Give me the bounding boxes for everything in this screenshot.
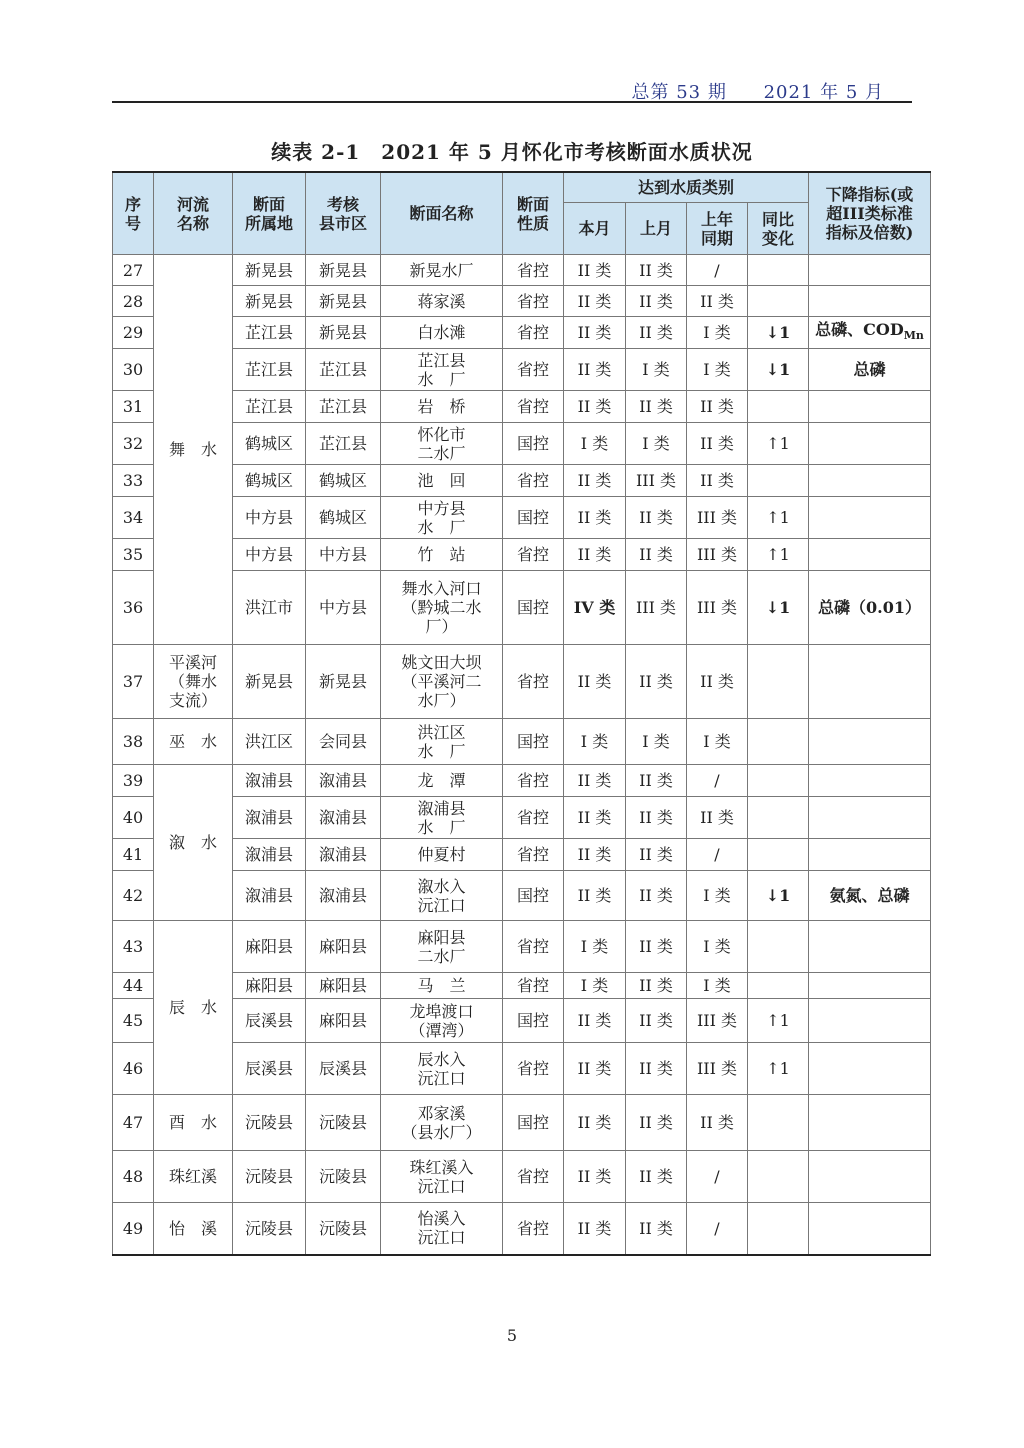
row-last-month: II 类 xyxy=(626,1203,687,1255)
row-nature: 国控 xyxy=(503,719,564,765)
row-last-month: II 类 xyxy=(626,973,687,999)
row-section-name: 怡溪入 沅江口 xyxy=(381,1203,503,1255)
row-seq: 41 xyxy=(113,839,154,871)
row-county: 沅陵县 xyxy=(306,1203,381,1255)
row-last-year: II 类 xyxy=(687,391,748,423)
row-county: 麻阳县 xyxy=(306,973,381,999)
row-last-year: I 类 xyxy=(687,973,748,999)
table-row xyxy=(113,797,931,839)
row-last-month: II 类 xyxy=(626,645,687,719)
row-nature: 省控 xyxy=(503,797,564,839)
row-section-name: 怀化市 二水厂 xyxy=(381,423,503,465)
table-row xyxy=(113,645,931,719)
row-section-name: 溆浦县 水 厂 xyxy=(381,797,503,839)
row-section-name: 麻阳县 二水厂 xyxy=(381,921,503,973)
table-row xyxy=(113,286,931,317)
row-decline xyxy=(809,645,931,719)
river-name: 怡 溪 xyxy=(154,1203,233,1255)
table-row xyxy=(113,349,931,391)
row-section-name: 芷江县 水 厂 xyxy=(381,349,503,391)
row-location: 中方县 xyxy=(233,497,306,539)
row-decline xyxy=(809,1095,931,1151)
row-seq: 36 xyxy=(113,571,154,645)
row-section-name: 白水滩 xyxy=(381,317,503,349)
table-row xyxy=(113,539,931,571)
row-nature: 省控 xyxy=(503,921,564,973)
row-this-month: II 类 xyxy=(564,839,626,871)
row-last-month: II 类 xyxy=(626,1043,687,1095)
table-row xyxy=(113,921,931,973)
row-nature: 省控 xyxy=(503,349,564,391)
col-yoy: 同比 变化 xyxy=(748,203,809,255)
row-decline xyxy=(809,999,931,1043)
row-county: 鹤城区 xyxy=(306,465,381,497)
row-county: 新晃县 xyxy=(306,645,381,719)
row-this-month: II 类 xyxy=(564,1095,626,1151)
row-last-year: / xyxy=(687,1203,748,1255)
row-yoy-change xyxy=(748,973,809,999)
table-row xyxy=(113,317,931,349)
row-yoy-change: ↓1 xyxy=(748,871,809,921)
row-decline xyxy=(809,391,931,423)
row-yoy-change: ↑1 xyxy=(748,497,809,539)
issue-number: 总第 53 期 xyxy=(631,82,727,103)
row-decline xyxy=(809,317,931,349)
row-last-year: II 类 xyxy=(687,645,748,719)
table-row xyxy=(113,255,931,286)
row-location: 洪江市 xyxy=(233,571,306,645)
row-section-name: 岩 桥 xyxy=(381,391,503,423)
row-seq: 39 xyxy=(113,765,154,797)
row-this-month: II 类 xyxy=(564,797,626,839)
row-last-year: II 类 xyxy=(687,1095,748,1151)
row-section-name: 竹 站 xyxy=(381,539,503,571)
row-this-month: II 类 xyxy=(564,317,626,349)
col-this-month: 本月 xyxy=(564,203,626,255)
row-yoy-change xyxy=(748,286,809,317)
row-last-year: III 类 xyxy=(687,571,748,645)
col-seq: 序 号 xyxy=(113,172,154,255)
table-title: 续表 2-1 2021 年 5 月怀化市考核断面水质状况 xyxy=(271,140,753,164)
row-location: 沅陵县 xyxy=(233,1095,306,1151)
row-county: 沅陵县 xyxy=(306,1151,381,1203)
row-decline xyxy=(809,571,931,645)
row-location: 芷江县 xyxy=(233,349,306,391)
row-this-month: II 类 xyxy=(564,391,626,423)
row-location: 沅陵县 xyxy=(233,1203,306,1255)
row-decline xyxy=(809,255,931,286)
row-location: 溆浦县 xyxy=(233,839,306,871)
row-last-month: II 类 xyxy=(626,286,687,317)
row-decline xyxy=(809,871,931,921)
row-seq: 42 xyxy=(113,871,154,921)
row-yoy-change: ↑1 xyxy=(748,539,809,571)
row-county: 中方县 xyxy=(306,539,381,571)
row-location: 新晃县 xyxy=(233,255,306,286)
row-decline xyxy=(809,839,931,871)
row-location: 麻阳县 xyxy=(233,973,306,999)
decline-text: 总磷 xyxy=(853,360,886,379)
river-name: 珠红溪 xyxy=(154,1151,233,1203)
row-nature: 国控 xyxy=(503,999,564,1043)
table-row xyxy=(113,571,931,645)
row-nature: 省控 xyxy=(503,1151,564,1203)
row-decline xyxy=(809,465,931,497)
row-seq: 32 xyxy=(113,423,154,465)
table-row xyxy=(113,1095,931,1151)
row-location: 鹤城区 xyxy=(233,465,306,497)
row-last-month: II 类 xyxy=(626,317,687,349)
decline-subscript: Mn xyxy=(903,329,924,343)
row-section-name: 辰水入 沅江口 xyxy=(381,1043,503,1095)
river-name: 酉 水 xyxy=(154,1095,233,1151)
row-seq: 30 xyxy=(113,349,154,391)
table-row xyxy=(113,391,931,423)
row-last-year: / xyxy=(687,839,748,871)
row-last-year: II 类 xyxy=(687,286,748,317)
decline-text: 氨氮、总磷 xyxy=(829,886,910,905)
table-row xyxy=(113,871,931,921)
row-seq: 43 xyxy=(113,921,154,973)
row-seq: 40 xyxy=(113,797,154,839)
row-yoy-change xyxy=(748,645,809,719)
row-seq: 27 xyxy=(113,255,154,286)
row-decline xyxy=(809,349,931,391)
row-last-month: II 类 xyxy=(626,871,687,921)
row-last-month: I 类 xyxy=(626,423,687,465)
row-last-month: II 类 xyxy=(626,539,687,571)
row-county: 新晃县 xyxy=(306,286,381,317)
row-decline xyxy=(809,286,931,317)
row-location: 新晃县 xyxy=(233,286,306,317)
col-last-month: 上月 xyxy=(626,203,687,255)
row-yoy-change xyxy=(748,255,809,286)
row-last-year: III 类 xyxy=(687,999,748,1043)
row-decline xyxy=(809,797,931,839)
row-nature: 省控 xyxy=(503,539,564,571)
row-this-month: II 类 xyxy=(564,871,626,921)
row-county: 新晃县 xyxy=(306,317,381,349)
row-yoy-change xyxy=(748,1095,809,1151)
row-nature: 省控 xyxy=(503,317,564,349)
row-seq: 46 xyxy=(113,1043,154,1095)
row-last-year: II 类 xyxy=(687,797,748,839)
col-achieved: 达到水质类别 xyxy=(564,172,809,203)
row-section-name: 池 回 xyxy=(381,465,503,497)
row-yoy-change: ↓1 xyxy=(748,571,809,645)
row-section-name: 中方县 水 厂 xyxy=(381,497,503,539)
river-name: 平溪河 （舞水 支流） xyxy=(154,645,233,719)
row-decline xyxy=(809,719,931,765)
row-last-year: III 类 xyxy=(687,497,748,539)
row-yoy-change: ↓1 xyxy=(748,317,809,349)
row-section-name: 溆水入 沅江口 xyxy=(381,871,503,921)
col-last-year: 上年 同期 xyxy=(687,203,748,255)
river-name: 舞 水 xyxy=(154,255,233,645)
issue-date: 2021 年 5 月 xyxy=(763,82,884,103)
row-county: 溆浦县 xyxy=(306,765,381,797)
row-yoy-change xyxy=(748,765,809,797)
col-county: 考核 县市区 xyxy=(306,172,381,255)
row-location: 芷江县 xyxy=(233,317,306,349)
row-last-month: I 类 xyxy=(626,719,687,765)
row-section-name: 仲夏村 xyxy=(381,839,503,871)
row-last-month: II 类 xyxy=(626,839,687,871)
row-this-month: II 类 xyxy=(564,539,626,571)
river-name: 巫 水 xyxy=(154,719,233,765)
row-section-name: 姚文田大坝 （平溪河二 水厂） xyxy=(381,645,503,719)
row-yoy-change xyxy=(748,391,809,423)
row-section-name: 洪江区 水 厂 xyxy=(381,719,503,765)
water-quality-table xyxy=(112,171,931,1256)
row-seq: 45 xyxy=(113,999,154,1043)
table-row xyxy=(113,839,931,871)
row-yoy-change xyxy=(748,839,809,871)
row-county: 溆浦县 xyxy=(306,797,381,839)
row-last-month: II 类 xyxy=(626,391,687,423)
row-this-month: I 类 xyxy=(564,719,626,765)
row-nature: 省控 xyxy=(503,1203,564,1255)
row-this-month: II 类 xyxy=(564,465,626,497)
row-this-month: II 类 xyxy=(564,497,626,539)
row-county: 芷江县 xyxy=(306,423,381,465)
row-location: 沅陵县 xyxy=(233,1151,306,1203)
row-nature: 省控 xyxy=(503,255,564,286)
row-location: 辰溪县 xyxy=(233,999,306,1043)
table-row xyxy=(113,423,931,465)
row-seq: 28 xyxy=(113,286,154,317)
row-nature: 国控 xyxy=(503,497,564,539)
row-last-month: II 类 xyxy=(626,1095,687,1151)
row-county: 麻阳县 xyxy=(306,921,381,973)
row-last-month: III 类 xyxy=(626,571,687,645)
row-last-month: II 类 xyxy=(626,999,687,1043)
row-last-month: III 类 xyxy=(626,465,687,497)
row-yoy-change xyxy=(748,1203,809,1255)
table-row xyxy=(113,765,931,797)
row-this-month: II 类 xyxy=(564,349,626,391)
row-nature: 省控 xyxy=(503,839,564,871)
row-last-year: III 类 xyxy=(687,1043,748,1095)
table-row xyxy=(113,1151,931,1203)
row-location: 中方县 xyxy=(233,539,306,571)
row-last-month: II 类 xyxy=(626,255,687,286)
row-last-year: / xyxy=(687,765,748,797)
row-yoy-change xyxy=(748,1151,809,1203)
row-this-month: II 类 xyxy=(564,255,626,286)
row-this-month: IV 类 xyxy=(564,571,626,645)
row-this-month: II 类 xyxy=(564,765,626,797)
col-section-name: 断面名称 xyxy=(381,172,503,255)
row-seq: 29 xyxy=(113,317,154,349)
table-row xyxy=(113,465,931,497)
row-section-name: 珠红溪入 沅江口 xyxy=(381,1151,503,1203)
row-county: 溆浦县 xyxy=(306,839,381,871)
row-this-month: II 类 xyxy=(564,286,626,317)
row-last-month: II 类 xyxy=(626,921,687,973)
col-river: 河流 名称 xyxy=(154,172,233,255)
row-last-year: II 类 xyxy=(687,465,748,497)
table-row xyxy=(113,497,931,539)
row-county: 新晃县 xyxy=(306,255,381,286)
row-location: 溆浦县 xyxy=(233,871,306,921)
row-nature: 国控 xyxy=(503,423,564,465)
row-seq: 35 xyxy=(113,539,154,571)
row-decline xyxy=(809,1043,931,1095)
row-nature: 省控 xyxy=(503,645,564,719)
table-row xyxy=(113,973,931,999)
row-section-name: 舞水入河口 （黔城二水 厂） xyxy=(381,571,503,645)
row-county: 沅陵县 xyxy=(306,1095,381,1151)
row-decline xyxy=(809,497,931,539)
row-yoy-change: ↑1 xyxy=(748,1043,809,1095)
table-row xyxy=(113,1043,931,1095)
row-nature: 国控 xyxy=(503,571,564,645)
row-this-month: I 类 xyxy=(564,423,626,465)
row-location: 鹤城区 xyxy=(233,423,306,465)
row-decline xyxy=(809,539,931,571)
row-county: 鹤城区 xyxy=(306,497,381,539)
row-seq: 34 xyxy=(113,497,154,539)
row-location: 芷江县 xyxy=(233,391,306,423)
row-yoy-change: ↑1 xyxy=(748,999,809,1043)
table-row xyxy=(113,719,931,765)
row-last-year: I 类 xyxy=(687,921,748,973)
row-nature: 省控 xyxy=(503,973,564,999)
page-number: 5 xyxy=(506,1326,518,1345)
row-decline xyxy=(809,973,931,999)
row-decline xyxy=(809,423,931,465)
row-location: 溆浦县 xyxy=(233,797,306,839)
row-seq: 47 xyxy=(113,1095,154,1151)
row-location: 辰溪县 xyxy=(233,1043,306,1095)
row-last-month: II 类 xyxy=(626,497,687,539)
row-location: 洪江区 xyxy=(233,719,306,765)
row-yoy-change xyxy=(748,797,809,839)
row-this-month: II 类 xyxy=(564,645,626,719)
row-yoy-change: ↓1 xyxy=(748,349,809,391)
row-seq: 37 xyxy=(113,645,154,719)
row-last-year: II 类 xyxy=(687,423,748,465)
row-last-month: II 类 xyxy=(626,797,687,839)
row-nature: 国控 xyxy=(503,871,564,921)
row-seq: 31 xyxy=(113,391,154,423)
river-name: 辰 水 xyxy=(154,921,233,1095)
row-county: 芷江县 xyxy=(306,391,381,423)
row-this-month: II 类 xyxy=(564,1151,626,1203)
row-nature: 国控 xyxy=(503,1095,564,1151)
row-yoy-change xyxy=(748,719,809,765)
row-this-month: II 类 xyxy=(564,999,626,1043)
row-section-name: 马 兰 xyxy=(381,973,503,999)
row-this-month: I 类 xyxy=(564,973,626,999)
row-location: 新晃县 xyxy=(233,645,306,719)
row-seq: 49 xyxy=(113,1203,154,1255)
row-section-name: 邓家溪 （县水厂） xyxy=(381,1095,503,1151)
row-decline xyxy=(809,1203,931,1255)
row-last-year: I 类 xyxy=(687,317,748,349)
row-last-month: I 类 xyxy=(626,349,687,391)
table-row xyxy=(113,1203,931,1255)
river-name: 溆 水 xyxy=(154,765,233,921)
row-last-year: / xyxy=(687,1151,748,1203)
row-yoy-change: ↑1 xyxy=(748,423,809,465)
row-location: 溆浦县 xyxy=(233,765,306,797)
row-section-name: 新晃水厂 xyxy=(381,255,503,286)
table-row xyxy=(113,999,931,1043)
row-last-month: II 类 xyxy=(626,765,687,797)
row-county: 中方县 xyxy=(306,571,381,645)
row-last-year: / xyxy=(687,255,748,286)
row-last-month: II 类 xyxy=(626,1151,687,1203)
row-last-year: I 类 xyxy=(687,349,748,391)
row-decline xyxy=(809,765,931,797)
row-location: 麻阳县 xyxy=(233,921,306,973)
row-this-month: I 类 xyxy=(564,921,626,973)
col-decline: 下降指标(或 超III类标准 指标及倍数) xyxy=(809,172,931,255)
row-this-month: II 类 xyxy=(564,1203,626,1255)
row-nature: 省控 xyxy=(503,465,564,497)
row-section-name: 蒋家溪 xyxy=(381,286,503,317)
row-yoy-change xyxy=(748,465,809,497)
row-last-year: I 类 xyxy=(687,871,748,921)
row-seq: 48 xyxy=(113,1151,154,1203)
row-county: 芷江县 xyxy=(306,349,381,391)
row-nature: 省控 xyxy=(503,286,564,317)
row-seq: 38 xyxy=(113,719,154,765)
row-section-name: 龙 潭 xyxy=(381,765,503,797)
header-rule xyxy=(112,101,912,103)
row-this-month: II 类 xyxy=(564,1043,626,1095)
col-nature: 断面 性质 xyxy=(503,172,564,255)
col-location: 断面 所属地 xyxy=(233,172,306,255)
row-yoy-change xyxy=(748,921,809,973)
decline-text: 总磷（0.01） xyxy=(818,598,921,617)
row-nature: 省控 xyxy=(503,391,564,423)
row-seq: 33 xyxy=(113,465,154,497)
row-decline xyxy=(809,921,931,973)
row-county: 溆浦县 xyxy=(306,871,381,921)
row-last-year: I 类 xyxy=(687,719,748,765)
row-county: 麻阳县 xyxy=(306,999,381,1043)
row-decline xyxy=(809,1151,931,1203)
row-nature: 省控 xyxy=(503,1043,564,1095)
row-nature: 省控 xyxy=(503,765,564,797)
row-section-name: 龙埠渡口 （潭湾） xyxy=(381,999,503,1043)
row-county: 辰溪县 xyxy=(306,1043,381,1095)
row-county: 会同县 xyxy=(306,719,381,765)
row-seq: 44 xyxy=(113,973,154,999)
row-last-year: III 类 xyxy=(687,539,748,571)
decline-text: 总磷、COD xyxy=(815,319,904,339)
